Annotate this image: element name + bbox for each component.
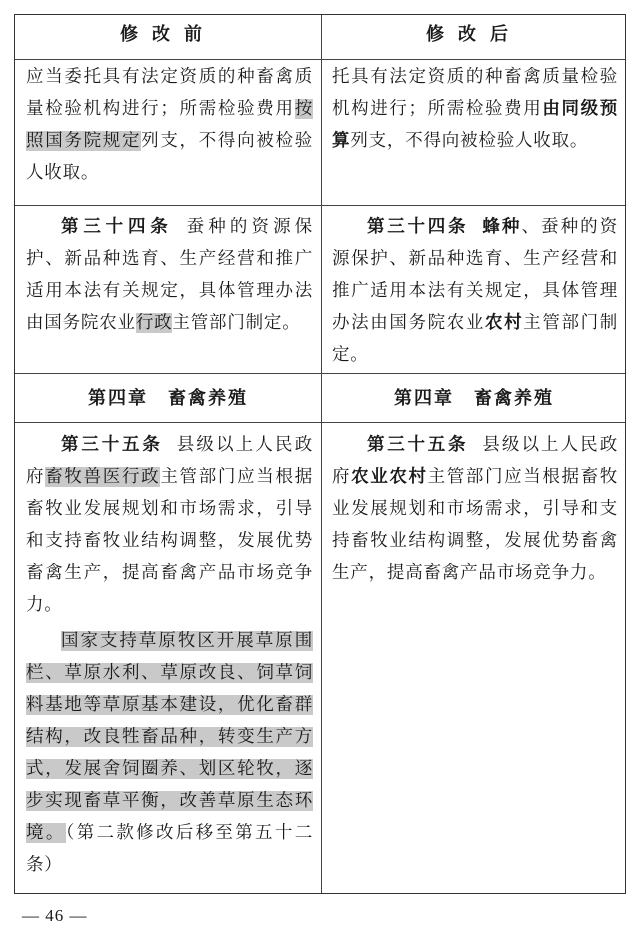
article-34-before: 第三十四条 <box>61 217 173 237</box>
row4-after <box>321 429 627 589</box>
row4-before-note: （第二款修改后移至第五十二条） <box>26 823 313 875</box>
header-after: 修改后 <box>426 24 522 45</box>
row2-after-text2: 主管部门制定。 <box>332 313 618 365</box>
row2-before-text2: 主管部门制定。 <box>172 313 301 333</box>
row2-before-deleted: 行政 <box>135 313 173 333</box>
row2-before-text1: 蚕种的资源保护、新品种选育、生产经营和推广适用本法有关规定，具体管理办法由国务院农业 <box>26 217 313 333</box>
chapter-4-after: 第四章 畜禽养殖 <box>394 388 554 409</box>
row4-before <box>15 429 321 881</box>
row1-before-text1: 应当委托具有法定资质的种畜禽质量检验机构进行；所需检验费用 <box>26 67 313 119</box>
article-35-before: 第三十五条 <box>61 435 163 455</box>
comparison-table <box>14 14 626 894</box>
row2-after <box>321 211 627 371</box>
row-divider <box>15 59 625 60</box>
row4-before-text1: 县级以上人民政府 <box>26 435 314 487</box>
row2-before <box>15 211 321 339</box>
row2-after-text1: 、蚕种的资源保护、新品种选育、生产经营和推广适用本法有关规定，具体管理办法由国务院农业 <box>332 217 619 333</box>
page-number: — 46 — <box>22 906 88 925</box>
row4-after-text1: 县级以上人民政府 <box>332 435 619 487</box>
row1-before-deleted: 按照国务院规定 <box>26 99 313 151</box>
row1-before <box>15 61 321 189</box>
row1-after-text2: 列支，不得向被检验人收取。 <box>350 131 589 151</box>
row4-before-deleted-paragraph: 国家支持草原牧区开展草原围栏、草原水利、草原改良、饲草饲料基地等草原基本建设，优化畜群结构，改良牲畜品种，转变生产方式，发展舍饲圈养、划区轮牧，逐步实现畜草平衡，改善草原生态环境。 <box>26 631 313 843</box>
row1-after-text1: 托具有法定资质的种畜禽质量检验机构进行；所需检验费用 <box>332 67 618 119</box>
row1-after-added: 由同级预算 <box>332 99 618 151</box>
row4-after-added: 农业农村 <box>351 467 428 487</box>
row4-before-text2: 主管部门应当根据畜牧业发展规划和市场需求，引导和支持畜牧业结构调整，发展优势畜禽生产，提高畜禽产品市场竞争力。 <box>26 467 313 615</box>
row4-after-text2: 主管部门应当根据畜牧业发展规划和市场需求，引导和支持畜牧业结构调整，发展优势畜禽生产，提高畜禽产品市场竞争力。 <box>332 467 618 583</box>
row-divider <box>15 205 625 206</box>
article-34-after: 第三十四条 <box>367 217 469 237</box>
row2-after-added2: 农村 <box>484 313 524 333</box>
row4-before-deleted: 畜牧兽医行政 <box>45 467 161 487</box>
chapter-4-before: 第四章 畜禽养殖 <box>88 388 248 409</box>
row-divider <box>15 422 625 423</box>
article-35-after: 第三十五条 <box>367 435 469 455</box>
row1-before-text2: 列支，不得向被检验人收取。 <box>26 131 313 183</box>
row1-after <box>321 61 627 157</box>
row2-after-added1: 蜂种 <box>482 217 522 237</box>
header-before: 修改前 <box>120 24 216 45</box>
